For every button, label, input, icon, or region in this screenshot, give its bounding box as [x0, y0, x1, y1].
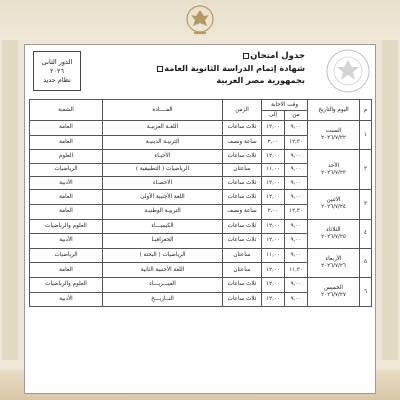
duration: ثلاث ساعات — [223, 234, 262, 249]
time-from: ١٢,٣٠ — [285, 135, 308, 150]
header-index: م — [360, 100, 372, 121]
exam-round: الدور الثانى — [41, 57, 73, 66]
day-date-cell — [308, 248, 360, 277]
day-name: الخميس — [324, 285, 343, 292]
day-date: ٢٠٢٦/٧/٢٤ — [321, 204, 346, 211]
duration: ساعة ونصف — [223, 135, 262, 150]
day-index: ٢ — [360, 150, 372, 190]
time-to: ١٢,٠٠ — [262, 234, 285, 249]
time-from: ٩,٠٠ — [285, 277, 308, 292]
duration: ثلاث ساعات — [223, 190, 262, 205]
branch: الرياضيات — [30, 248, 103, 263]
checkbox-square-icon — [157, 66, 163, 72]
header-day-date: اليوم والتاريخ — [308, 100, 360, 121]
duration: ثلاث ساعات — [223, 176, 262, 189]
branch: الرياضيات — [30, 163, 103, 176]
day-name: الأربعاء — [325, 255, 342, 262]
subject: الفيـــزيـــاء — [103, 277, 223, 292]
subject: اللغـة العربيـة — [103, 121, 223, 136]
table-row — [30, 150, 372, 163]
header-subject: المــــادة — [103, 100, 223, 121]
time-from: ٩,٠٠ — [285, 234, 308, 249]
branch: العامة — [30, 121, 103, 136]
time-to: ١٢,٠٠ — [262, 277, 285, 292]
background-column-left — [2, 40, 18, 360]
duration: ساعتان — [223, 263, 262, 278]
time-to: ٢,٠٠ — [262, 204, 285, 219]
time-to: ١٢,٠٠ — [262, 121, 285, 136]
background-column-right — [382, 40, 398, 360]
eagle-emblem-icon — [185, 4, 215, 36]
time-from: ١١,٣٠ — [285, 263, 308, 278]
time-from: ٩,٠٠ — [285, 190, 308, 205]
branch: العلوم والرياضيات — [30, 277, 103, 292]
day-name: الثلاثاء — [326, 226, 341, 233]
branch: الأدبية — [30, 234, 103, 249]
title-line-3: بجمهورية مصر العربية — [216, 75, 305, 85]
branch: العامة — [30, 263, 103, 278]
subject: اللغة الأجنبية الأولى — [103, 190, 223, 205]
table-row — [30, 121, 372, 136]
time-to: ١٢,٠٠ — [262, 190, 285, 205]
branch: الأدبية — [30, 176, 103, 189]
day-index: ١ — [360, 121, 372, 150]
exam-system: نظام جديد — [43, 75, 71, 84]
subject: الاحصـاء — [103, 176, 223, 189]
subject: الرياضيات ( البحتة ) — [103, 248, 223, 263]
time-from: ٩,٠٠ — [285, 163, 308, 176]
day-date-cell — [308, 150, 360, 190]
day-date-cell — [308, 277, 360, 306]
time-to: ١٢,٠٠ — [262, 219, 285, 234]
subject: التربيـة الوطنيـة — [103, 204, 223, 219]
day-date: ٢٠٢٦/٧/٢٣ — [321, 169, 346, 176]
time-to: ١٢,٠٠ — [262, 150, 285, 163]
day-date-cell — [308, 219, 360, 248]
time-to: ١٢,٠٠ — [262, 292, 285, 307]
header-to: إلى — [262, 111, 285, 121]
subject: الكيميـــاء — [103, 219, 223, 234]
checkbox-square-icon — [243, 53, 249, 59]
day-date-cell — [308, 121, 360, 150]
header-branch: الشعبة — [30, 100, 103, 121]
schedule-title — [145, 50, 305, 86]
day-date: ٢٠٢٦/٧/٢٧ — [321, 292, 346, 299]
duration: ثلاث ساعات — [223, 150, 262, 163]
duration: ثلاث ساعات — [223, 219, 262, 234]
branch: العامة — [30, 204, 103, 219]
table-row — [30, 190, 372, 205]
subject: الأحيـاء — [103, 150, 223, 163]
time-from: ٩,٠٠ — [285, 219, 308, 234]
day-index: ٥ — [360, 248, 372, 277]
day-index: ٦ — [360, 277, 372, 306]
table-row — [30, 277, 372, 292]
time-to: ١١,٠٠ — [262, 248, 285, 263]
subject: التــاريـــخ — [103, 292, 223, 307]
day-name: الاثنين — [326, 197, 341, 204]
duration: ثلاث ساعات — [223, 121, 262, 136]
table-row — [30, 248, 372, 263]
time-to: ١٢,٠٠ — [262, 263, 285, 278]
day-index: ٣ — [360, 190, 372, 219]
header-time: وقت الاجابة — [262, 100, 308, 111]
header-duration: الزمن — [223, 100, 262, 121]
duration: ساعتان — [223, 248, 262, 263]
day-index: ٤ — [360, 219, 372, 248]
time-from: ٩,٠٠ — [285, 176, 308, 189]
branch: الأدبية — [30, 292, 103, 307]
schedule-table — [29, 99, 372, 307]
time-from: ٩,٠٠ — [285, 121, 308, 136]
subject: الرياضيات ( التطبيقية ) — [103, 163, 223, 176]
branch: العامة — [30, 135, 103, 150]
time-to: ١٢,٠٠ — [262, 176, 285, 189]
time-from: ١٢,٣٠ — [285, 204, 308, 219]
day-date: ٢٠٢٦/٧/٢٦ — [321, 262, 346, 269]
duration: ساعتان — [223, 163, 262, 176]
title-line-1: جدول امتحان — [250, 51, 305, 61]
branch: العلوم والرياضيات — [30, 219, 103, 234]
title-line-2: شهادة إتمام الدراسة الثانوية العامة — [164, 63, 305, 73]
branch: العامة — [30, 190, 103, 205]
time-from: ٩,٠٠ — [285, 150, 308, 163]
day-date: ٢٠٢٦/٧/٢٢ — [321, 135, 346, 142]
header-from: من — [285, 111, 308, 121]
schedule-body — [30, 121, 372, 307]
day-name: الأحد — [327, 162, 340, 169]
ministry-seal-icon — [325, 48, 371, 94]
duration: ساعة ونصف — [223, 204, 262, 219]
time-to: ١١,٠٠ — [262, 163, 285, 176]
branch: العلوم — [30, 150, 103, 163]
time-from: ٩,٠٠ — [285, 248, 308, 263]
day-date: ٢٠٢٦/٧/٢٥ — [321, 233, 346, 240]
exam-schedule-sheet — [24, 44, 376, 394]
exam-year: ٢٠٢٦ — [50, 66, 64, 75]
table-row — [30, 219, 372, 234]
subject: اللغة الأجنبية الثانية — [103, 263, 223, 278]
day-date-cell — [308, 190, 360, 219]
day-name: السبت — [325, 128, 342, 135]
time-to: ٢,٠٠ — [262, 135, 285, 150]
time-from: ٩,٠٠ — [285, 292, 308, 307]
exam-round-box — [33, 51, 81, 91]
duration: ثلاث ساعات — [223, 292, 262, 307]
duration: ثلاث ساعات — [223, 277, 262, 292]
subject: الجغرافيـا — [103, 234, 223, 249]
subject: التربيـة الدينيـة — [103, 135, 223, 150]
